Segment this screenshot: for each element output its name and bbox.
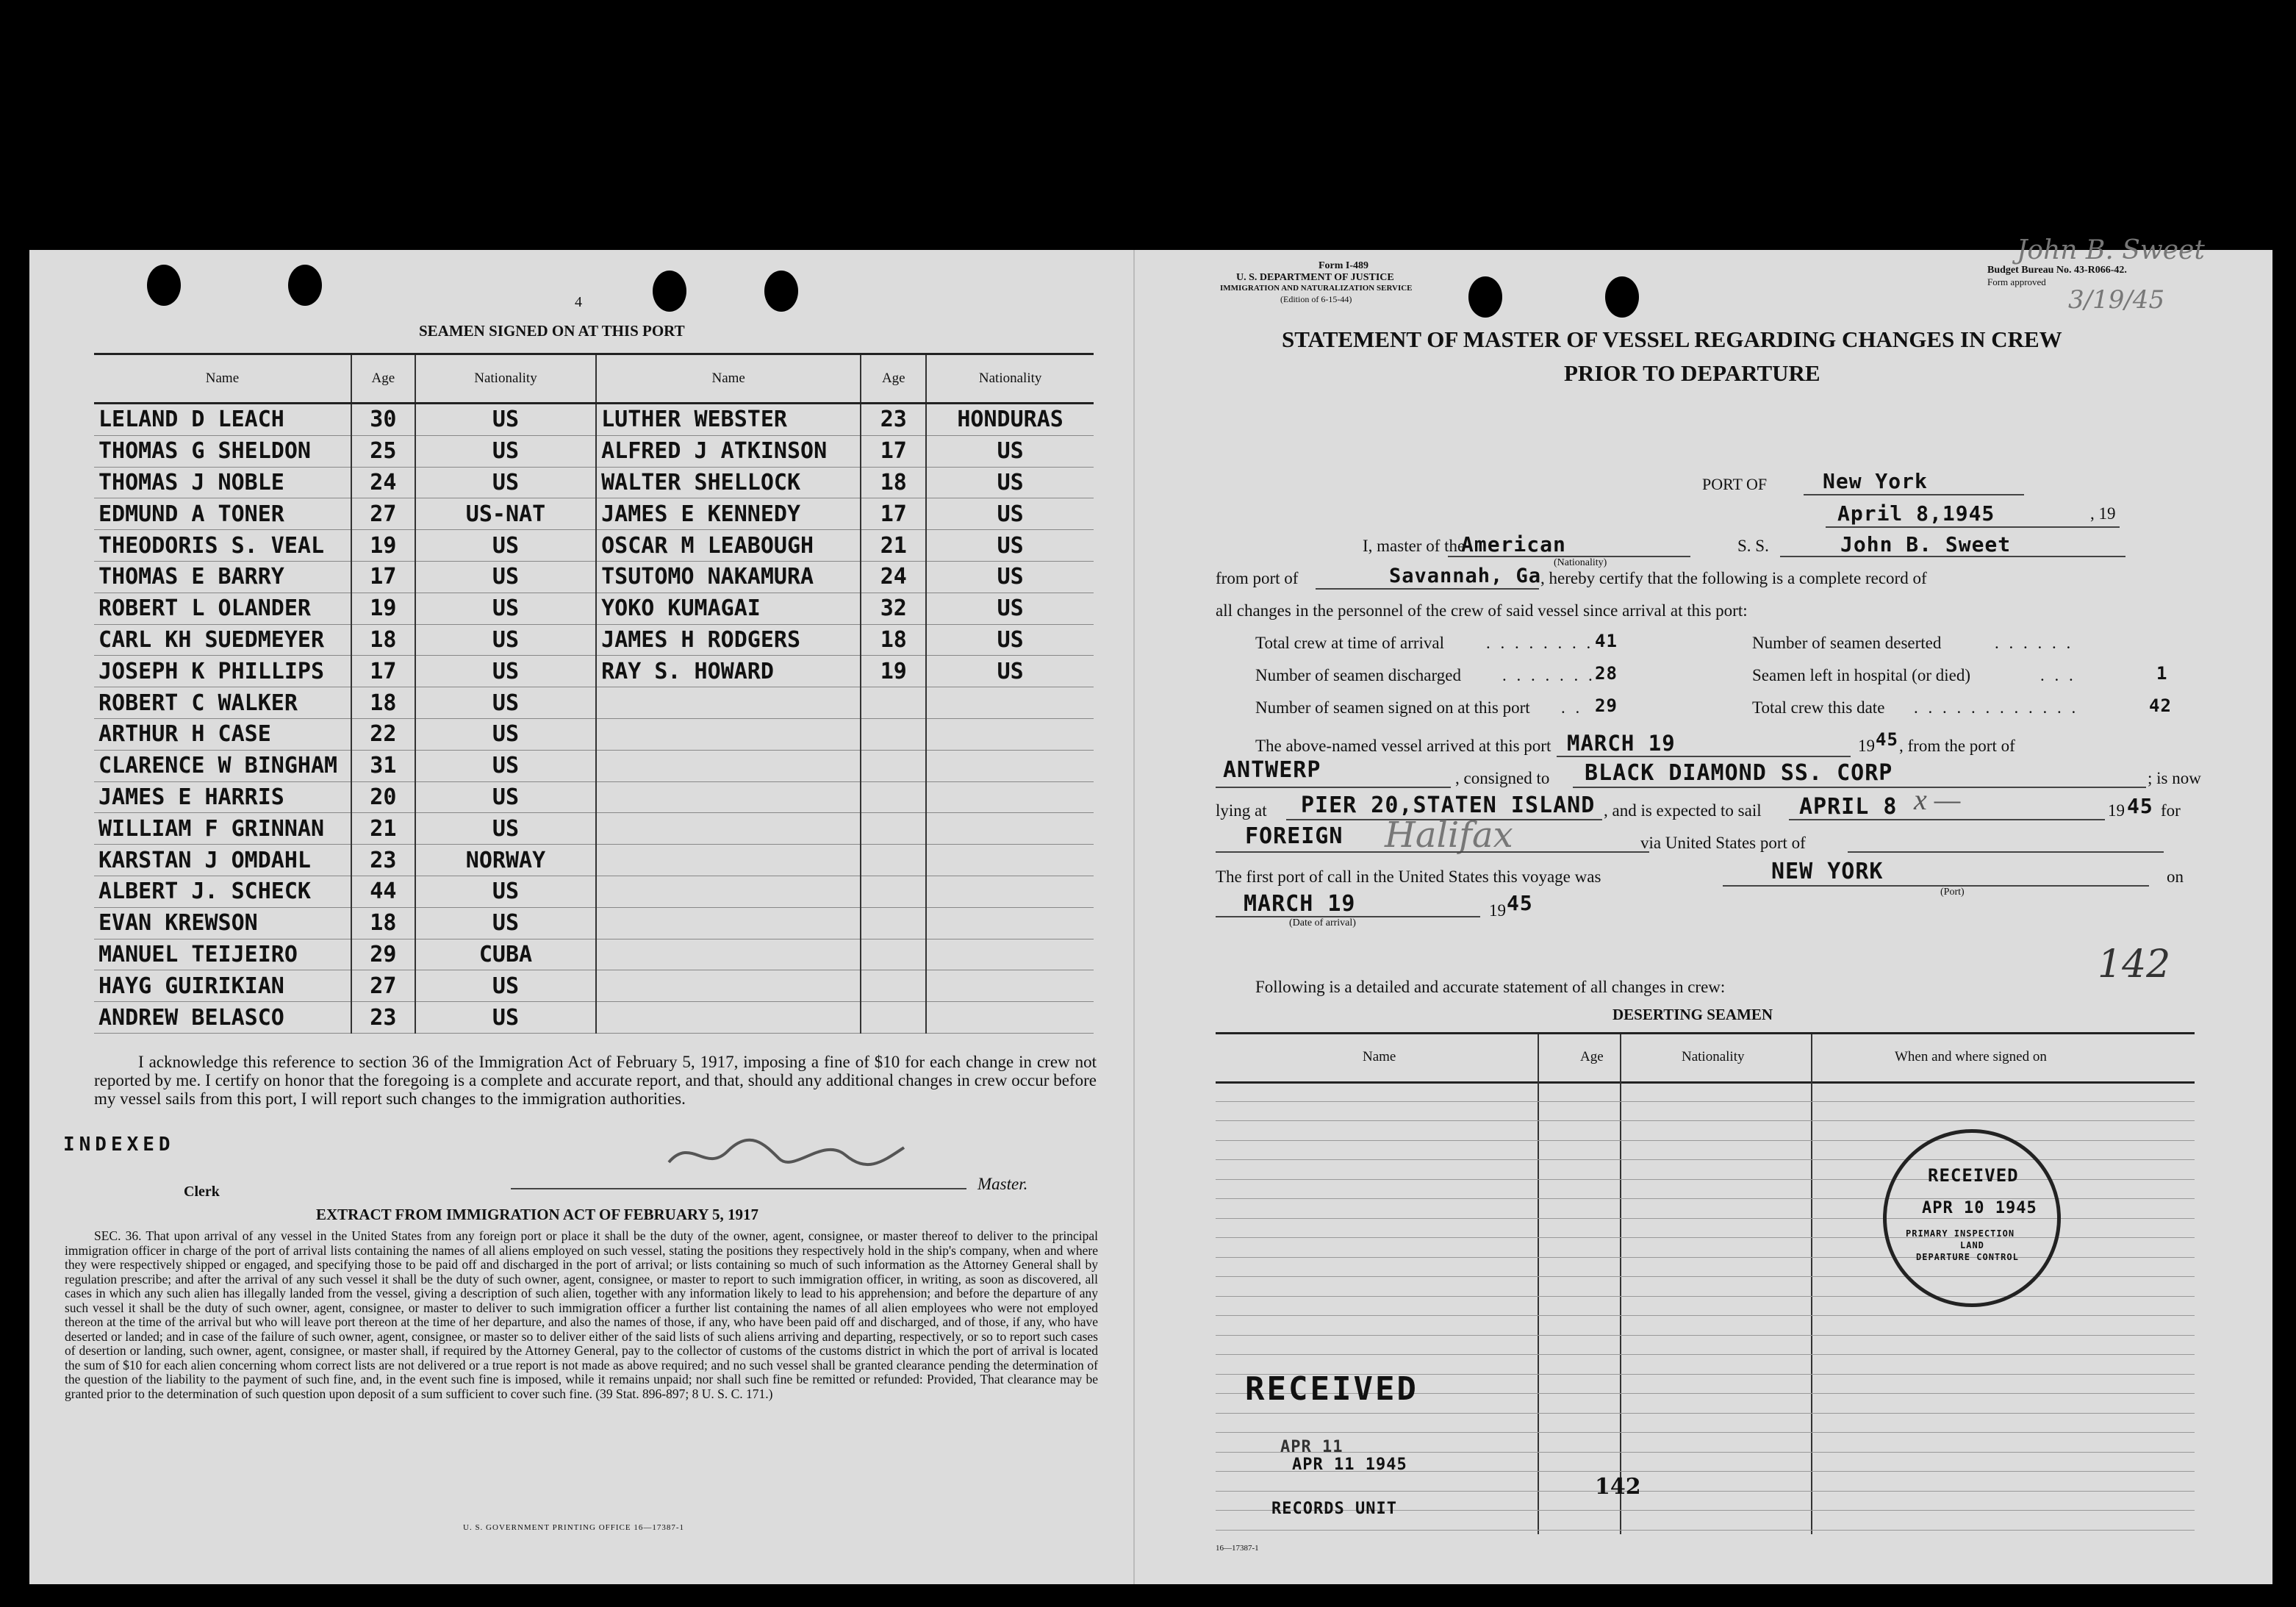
consignee: BLACK DIAMOND SS. CORP bbox=[1585, 760, 1893, 786]
col-header-age-2: Age bbox=[861, 354, 926, 404]
punch-hole bbox=[147, 265, 181, 306]
crew-nationality: US bbox=[415, 687, 596, 719]
margin-number: 142 bbox=[2098, 942, 2171, 987]
crew-age bbox=[861, 687, 926, 719]
crew-name bbox=[596, 718, 861, 750]
signed-on: 29 bbox=[1595, 695, 1618, 716]
corner-handwritten-date: 3/19/45 bbox=[2068, 285, 2165, 315]
ss-label: S. S. bbox=[1737, 537, 1769, 555]
for-label: for bbox=[2161, 801, 2181, 820]
via-line bbox=[1848, 851, 2164, 853]
date-value: April 8,1945 bbox=[1837, 501, 1995, 526]
crew-nationality: US bbox=[415, 435, 596, 467]
crew-age: 21 bbox=[351, 813, 415, 845]
crew-nationality: US bbox=[415, 718, 596, 750]
col-header-nationality: Nationality bbox=[415, 354, 596, 404]
crew-name: MANUEL TEIJEIRO bbox=[94, 939, 351, 970]
col-header-age: Age bbox=[351, 354, 415, 404]
received-stamp: RECEIVED bbox=[1245, 1370, 1418, 1408]
crew-age bbox=[861, 781, 926, 813]
deserting-row-line bbox=[1216, 1159, 2195, 1160]
deserting-row-line bbox=[1216, 1452, 2195, 1453]
crew-name bbox=[596, 750, 861, 781]
master-signature bbox=[661, 1129, 911, 1181]
crew-name bbox=[596, 939, 861, 970]
crew-name: EDMUND A TONER bbox=[94, 498, 351, 530]
total-crew-arrival: 41 bbox=[1595, 631, 1618, 651]
table-row bbox=[94, 876, 1094, 907]
crew-nationality bbox=[926, 939, 1094, 970]
crew-nationality: US bbox=[926, 498, 1094, 530]
discharged-label: Number of seamen discharged bbox=[1255, 666, 1461, 684]
crew-nationality: US bbox=[415, 656, 596, 687]
deserting-row-line bbox=[1216, 1335, 2195, 1336]
col-header-name: Name bbox=[94, 354, 351, 404]
consigned-label: , consigned to bbox=[1455, 769, 1550, 787]
crew-nationality: US bbox=[415, 970, 596, 1002]
crew-age bbox=[861, 813, 926, 845]
deserting-col-divider bbox=[1811, 1034, 1812, 1534]
master-label: Master. bbox=[977, 1175, 1028, 1193]
crew-nationality: US bbox=[926, 467, 1094, 498]
crew-age: 19 bbox=[351, 593, 415, 624]
corner-handwritten-note: John B. Sweet bbox=[2017, 235, 2205, 265]
crew-age bbox=[861, 907, 926, 939]
acknowledgement-text: I acknowledge this reference to section 36 of the Immigration Act of February 5, 1917, imposing a fine of $10 for each change in crew not reported by me. I certify on honor that the foregoing is a complete and accurate report, and that, should any additional changes in crew occur before my vessel sails from this port, I will report such changes to the immigration authorities. bbox=[94, 1053, 1097, 1108]
crew-name: THOMAS G SHELDON bbox=[94, 435, 351, 467]
from-port-of-label: , from the port of bbox=[1899, 737, 2015, 755]
table-row bbox=[94, 939, 1094, 970]
deserting-col-divider bbox=[1538, 1034, 1539, 1534]
crew-nationality bbox=[926, 687, 1094, 719]
received-date1: APR 11 bbox=[1280, 1438, 1343, 1456]
crew-nationality: US bbox=[415, 624, 596, 656]
dot-leader: . . . . . . . bbox=[1502, 666, 1596, 684]
table-row bbox=[94, 593, 1094, 624]
crew-nationality: CUBA bbox=[415, 939, 596, 970]
crew-age: 18 bbox=[351, 687, 415, 719]
crew-age: 18 bbox=[861, 467, 926, 498]
certify-line2: all changes in the personnel of the crew of said vessel since arrival at this port: bbox=[1216, 601, 1748, 620]
discharged: 28 bbox=[1595, 663, 1618, 684]
crew-age: 18 bbox=[351, 907, 415, 939]
deserting-col-age: Age bbox=[1580, 1049, 1604, 1064]
dot-leader: . . . . . . . . . . . . bbox=[1914, 698, 2079, 717]
crew-name: LUTHER WEBSTER bbox=[596, 404, 861, 436]
intro-prefix: I, master of the bbox=[1363, 537, 1466, 555]
dot-leader: . . . bbox=[2040, 666, 2076, 684]
crew-age: 21 bbox=[861, 530, 926, 562]
crew-age: 27 bbox=[351, 498, 415, 530]
sail-year: 45 bbox=[2127, 794, 2153, 818]
form-title-line2: PRIOR TO DEPARTURE bbox=[1564, 360, 1820, 386]
deserting-row-line bbox=[1216, 1120, 2195, 1121]
handwritten-mark: x — bbox=[1914, 783, 1961, 816]
port-line bbox=[1804, 494, 2024, 495]
year-prefix: 19 bbox=[1858, 737, 1875, 755]
service: IMMIGRATION AND NATURALIZATION SERVICE bbox=[1220, 284, 1413, 293]
gpo-footer: U. S. GOVERNMENT PRINTING OFFICE 16—17387-1 bbox=[463, 1523, 685, 1532]
crew-nationality bbox=[926, 813, 1094, 845]
crew-nationality: US bbox=[926, 624, 1094, 656]
crew-nationality: US bbox=[415, 907, 596, 939]
crew-name bbox=[596, 845, 861, 876]
crew-age: 44 bbox=[351, 876, 415, 907]
department: U. S. DEPARTMENT OF JUSTICE bbox=[1236, 272, 1394, 283]
sail-date-line bbox=[1789, 819, 2105, 820]
deserting-row-line bbox=[1216, 1491, 2195, 1492]
table-row bbox=[94, 907, 1094, 939]
crew-name: CARL KH SUEDMEYER bbox=[94, 624, 351, 656]
crew-name: WILLIAM F GRINNAN bbox=[94, 813, 351, 845]
crew-nationality bbox=[926, 845, 1094, 876]
origin-port: ANTWERP bbox=[1223, 757, 1321, 783]
crew-nationality: US bbox=[415, 750, 596, 781]
via-label: via United States port of bbox=[1640, 834, 1806, 852]
deserting-row-line bbox=[1216, 1315, 2195, 1316]
deserted-label: Number of seamen deserted bbox=[1752, 634, 1942, 652]
nationality-caption: (Nationality) bbox=[1554, 557, 1607, 568]
total-today: 42 bbox=[2149, 695, 2172, 716]
crew-name bbox=[596, 781, 861, 813]
table-row bbox=[94, 404, 1094, 436]
deserting-row-line bbox=[1216, 1530, 2195, 1531]
from-port-line bbox=[1316, 588, 1539, 590]
crew-name: JAMES E KENNEDY bbox=[596, 498, 861, 530]
origin-port-line bbox=[1216, 787, 1451, 788]
crew-age bbox=[861, 939, 926, 970]
is-now-label: ; is now bbox=[2148, 769, 2201, 787]
round-stamp-date: APR 10 1945 bbox=[1922, 1199, 2037, 1217]
date-suffix: , 19 bbox=[2090, 504, 2116, 523]
from-port-value: Savannah, Ga bbox=[1389, 565, 1542, 587]
crew-name: EVAN KREWSON bbox=[94, 907, 351, 939]
deserting-col-divider bbox=[1620, 1034, 1621, 1534]
crew-name bbox=[596, 876, 861, 907]
destination-line bbox=[1216, 851, 1649, 853]
crew-name: OSCAR M LEABOUGH bbox=[596, 530, 861, 562]
crew-age: 23 bbox=[861, 404, 926, 436]
crew-nationality: US bbox=[926, 435, 1094, 467]
date-line bbox=[1826, 526, 2120, 528]
crew-nationality bbox=[926, 907, 1094, 939]
deserting-col-when: When and where signed on bbox=[1895, 1049, 2047, 1064]
edition: (Edition of 6-15-44) bbox=[1280, 294, 1352, 304]
crew-name: LELAND D LEACH bbox=[94, 404, 351, 436]
crew-nationality: US bbox=[926, 593, 1094, 624]
table-row bbox=[94, 845, 1094, 876]
crew-age bbox=[861, 750, 926, 781]
seamen-table bbox=[94, 353, 1094, 1034]
table-row bbox=[94, 498, 1094, 530]
crew-age: 19 bbox=[861, 656, 926, 687]
crew-nationality: US bbox=[415, 1002, 596, 1034]
year-prefix: 19 bbox=[2108, 801, 2125, 820]
table-row bbox=[94, 781, 1094, 813]
deserting-row-line bbox=[1216, 1432, 2195, 1433]
year-prefix: 19 bbox=[1489, 901, 1506, 920]
crew-name: THEODORIS S. VEAL bbox=[94, 530, 351, 562]
crew-name: ARTHUR H CASE bbox=[94, 718, 351, 750]
crew-nationality: US bbox=[415, 404, 596, 436]
date-of-arrival-caption: (Date of arrival) bbox=[1289, 917, 1356, 928]
crew-nationality: US bbox=[415, 561, 596, 593]
crew-age: 17 bbox=[861, 498, 926, 530]
master-signature-line bbox=[511, 1188, 966, 1189]
punch-hole bbox=[288, 265, 322, 306]
crew-name: RAY S. HOWARD bbox=[596, 656, 861, 687]
table-row bbox=[94, 435, 1094, 467]
hospital: 1 bbox=[2156, 663, 2168, 684]
deserting-row-line bbox=[1216, 1296, 2195, 1297]
form-approved: Form approved bbox=[1987, 276, 2046, 287]
lying-value: PIER 20,STATEN ISLAND bbox=[1301, 792, 1596, 818]
first-port-value: NEW YORK bbox=[1771, 859, 1884, 884]
page-number: 4 bbox=[575, 294, 582, 310]
arrived-date-line bbox=[1557, 756, 1851, 757]
crew-age: 17 bbox=[351, 561, 415, 593]
port-caption: (Port) bbox=[1940, 887, 1965, 898]
crew-nationality bbox=[926, 970, 1094, 1002]
nationality-value: American bbox=[1461, 532, 1566, 556]
crew-age: 17 bbox=[861, 435, 926, 467]
section-title: SEAMEN SIGNED ON AT THIS PORT bbox=[419, 322, 685, 340]
table-row bbox=[94, 1002, 1094, 1034]
ship-name-line bbox=[1780, 556, 2125, 557]
crew-nationality: US bbox=[415, 467, 596, 498]
crew-age: 27 bbox=[351, 970, 415, 1002]
crew-nationality bbox=[926, 1002, 1094, 1034]
crew-name: ROBERT L OLANDER bbox=[94, 593, 351, 624]
deserting-col-nationality: Nationality bbox=[1682, 1049, 1745, 1064]
crew-age bbox=[861, 845, 926, 876]
crew-name: KARSTAN J OMDAHL bbox=[94, 845, 351, 876]
deserting-row-line bbox=[1216, 1413, 2195, 1414]
crew-age: 18 bbox=[351, 624, 415, 656]
crew-age: 32 bbox=[861, 593, 926, 624]
first-arrival-year: 45 bbox=[1507, 891, 1533, 915]
crew-age: 23 bbox=[351, 845, 415, 876]
crew-age: 25 bbox=[351, 435, 415, 467]
crew-nationality: US bbox=[415, 530, 596, 562]
crew-name: YOKO KUMAGAI bbox=[596, 593, 861, 624]
col-header-name-2: Name bbox=[596, 354, 861, 404]
crew-nationality: US bbox=[926, 530, 1094, 562]
punch-hole bbox=[764, 271, 798, 312]
crew-name: THOMAS E BARRY bbox=[94, 561, 351, 593]
deserting-col-name: Name bbox=[1363, 1049, 1396, 1064]
dot-leader: . . . . . . . . bbox=[1486, 634, 1594, 652]
deserting-row-line bbox=[1216, 1354, 2195, 1355]
crew-nationality: US bbox=[415, 813, 596, 845]
on-label: on bbox=[2167, 867, 2184, 886]
round-stamp-line2: LAND bbox=[1960, 1240, 1984, 1250]
crew-age: 20 bbox=[351, 781, 415, 813]
handwritten-port: Halifax bbox=[1385, 815, 1513, 856]
sail-date: APRIL 8 bbox=[1799, 794, 1898, 820]
crew-age: 17 bbox=[351, 656, 415, 687]
crew-age: 29 bbox=[351, 939, 415, 970]
crew-age: 30 bbox=[351, 404, 415, 436]
crew-name: ALBERT J. SCHECK bbox=[94, 876, 351, 907]
seamen-table-body bbox=[94, 404, 1094, 1034]
round-stamp-line1: PRIMARY INSPECTION bbox=[1906, 1228, 2015, 1239]
crew-age: 24 bbox=[351, 467, 415, 498]
table-row bbox=[94, 561, 1094, 593]
clerk-label: Clerk bbox=[184, 1184, 220, 1200]
crew-name bbox=[596, 970, 861, 1002]
right-page bbox=[1133, 235, 2272, 1584]
port-value: New York bbox=[1823, 469, 1928, 493]
crew-name: HAYG GUIRIKIAN bbox=[94, 970, 351, 1002]
following-text: Following is a detailed and accurate statement of all changes in crew: bbox=[1255, 978, 1726, 996]
crew-nationality: US bbox=[415, 781, 596, 813]
left-page bbox=[29, 250, 1133, 1584]
table-row bbox=[94, 624, 1094, 656]
table-row bbox=[94, 718, 1094, 750]
crew-name bbox=[596, 1002, 861, 1034]
crew-name: JAMES H RODGERS bbox=[596, 624, 861, 656]
lying-label: lying at bbox=[1216, 801, 1267, 820]
crew-age bbox=[861, 876, 926, 907]
crew-age bbox=[861, 1002, 926, 1034]
destination: FOREIGN bbox=[1245, 823, 1343, 849]
table-row bbox=[94, 750, 1094, 781]
crew-age: 19 bbox=[351, 530, 415, 562]
total-today-label: Total crew this date bbox=[1752, 698, 1885, 717]
table-row bbox=[94, 813, 1094, 845]
crew-name: ALFRED J ATKINSON bbox=[596, 435, 861, 467]
crew-name bbox=[596, 813, 861, 845]
crew-name: JAMES E HARRIS bbox=[94, 781, 351, 813]
deserting-row-line bbox=[1216, 1140, 2195, 1141]
from-port-label: from port of bbox=[1216, 569, 1299, 587]
dot-leader: . . bbox=[1561, 698, 1583, 717]
crew-age: 22 bbox=[351, 718, 415, 750]
crew-nationality: US bbox=[926, 561, 1094, 593]
extract-title: EXTRACT FROM IMMIGRATION ACT OF FEBRUARY 5, 1917 bbox=[316, 1206, 759, 1223]
crew-nationality bbox=[926, 750, 1094, 781]
table-row bbox=[94, 467, 1094, 498]
port-label: PORT OF bbox=[1702, 475, 1768, 493]
punch-hole bbox=[1605, 276, 1639, 318]
arrived-year: 45 bbox=[1876, 729, 1898, 750]
crew-nationality bbox=[926, 781, 1094, 813]
crew-age: 24 bbox=[861, 561, 926, 593]
first-port-line bbox=[1723, 885, 2149, 887]
crew-name bbox=[596, 907, 861, 939]
deserting-row-line bbox=[1216, 1101, 2195, 1102]
first-port-label: The first port of call in the United States this voyage was bbox=[1216, 867, 1601, 886]
crew-name: JOSEPH K PHILLIPS bbox=[94, 656, 351, 687]
extract-text: SEC. 36. That upon arrival of any vessel in the United States from any foreign port or place it shall be the duty of the owner, agent, consignee, or master thereof to deliver to the principal immigration officer in charge of the port of arrival lists containing the names of all aliens employed on such vessel, stating the positions they respectively hold in the ship's company, when and where they were respectively shipped or engaged, and specifying those to be paid off and discharged in the port of arrival; or lists containing so much of such information as the Attorney General shall by regulation prescribe; and after the arrival of any such vessel it shall be the duty of such owner, agent, consignee, or master to report to such immigration officer, in writing, as soon as discovered, all cases in which any such alien has illegally landed from the vessel, giving a description of such alien, together with any information likely to lead to his apprehension; and before the departure of any such vessel it shall be the duty of such owner, agent, consignee, or master to deliver to such immigration officer a further list containing the names of all alien employees who were not employed thereon at the time of the arrival but who will leave port thereon at the time of her departure, and also the names of those, if any, who have been paid off and discharged, and of those, if any, who have deserted or landed; and in case of the failure of such owner, agent, consignee, or master so to deliver either of the said lists of such aliens arriving and departing, respectively, or so to report such cases of desertion or landing, such owner, agent, consignee, or master shall, if required by the Attorney General, pay to the collector of customs of the customs district in which the port of arrival is located the sum of $10 for each alien concerning whom correct lists are not delivered or a true report is not made as above required; and no such vessel shall be granted clearance pending the determination of the question of the liability to the payment of such fine, and, in the event such fine is imposed, while it remains unpaid; nor shall such fine be remitted or refunded: Provided, That clearance may be granted prior to the determination of such question upon deposit of a sum sufficient to cover such fine. (39 Stat. 896-897; 8 U. S. C. 171.) bbox=[65, 1228, 1098, 1401]
col-header-nationality-2: Nationality bbox=[926, 354, 1094, 404]
form-number: Form I-489 bbox=[1319, 260, 1369, 271]
crew-age: 31 bbox=[351, 750, 415, 781]
arrived-text: The above-named vessel arrived at this port bbox=[1255, 737, 1551, 755]
crew-age bbox=[861, 970, 926, 1002]
punch-hole bbox=[1468, 276, 1502, 318]
crew-nationality: HONDURAS bbox=[926, 404, 1094, 436]
deserting-row-line bbox=[1216, 1276, 2195, 1277]
crew-nationality bbox=[926, 876, 1094, 907]
crew-name: THOMAS J NOBLE bbox=[94, 467, 351, 498]
crew-nationality: US bbox=[415, 876, 596, 907]
crew-age: 23 bbox=[351, 1002, 415, 1034]
crew-nationality: US bbox=[415, 593, 596, 624]
total-crew-arrival-label: Total crew at time of arrival bbox=[1255, 634, 1445, 652]
dot-leader: . . . . . . bbox=[1995, 634, 2074, 652]
signed-on-label: Number of seamen signed on at this port bbox=[1255, 698, 1530, 717]
crew-nationality bbox=[926, 718, 1094, 750]
crew-name: ANDREW BELASCO bbox=[94, 1002, 351, 1034]
first-arrival-date: MARCH 19 bbox=[1244, 891, 1356, 917]
table-row bbox=[94, 530, 1094, 562]
consignee-line bbox=[1573, 787, 2146, 788]
crew-nationality: US-NAT bbox=[415, 498, 596, 530]
crew-name: TSUTOMO NAKAMURA bbox=[596, 561, 861, 593]
crew-age: 18 bbox=[861, 624, 926, 656]
table-row bbox=[94, 687, 1094, 719]
table-row bbox=[94, 970, 1094, 1002]
received-date2: APR 11 1945 bbox=[1292, 1456, 1407, 1474]
crew-name: CLARENCE W BINGHAM bbox=[94, 750, 351, 781]
table-number: 142 bbox=[1595, 1474, 1641, 1500]
form-title-line1: STATEMENT OF MASTER OF VESSEL REGARDING CHANGES IN CREW bbox=[1282, 326, 2062, 352]
certify-text: , hereby certify that the following is a complete record of bbox=[1540, 569, 1927, 587]
deserting-title: DESERTING SEAMEN bbox=[1612, 1006, 1773, 1023]
crew-age bbox=[861, 718, 926, 750]
table-row bbox=[94, 656, 1094, 687]
crew-nationality: US bbox=[926, 656, 1094, 687]
ship-name: John B. Sweet bbox=[1840, 532, 2012, 556]
crew-name: WALTER SHELLOCK bbox=[596, 467, 861, 498]
received-round-stamp bbox=[1883, 1129, 2061, 1307]
indexed-stamp: INDEXED bbox=[63, 1134, 175, 1156]
hospital-label: Seamen left in hospital (or died) bbox=[1752, 666, 1971, 684]
punch-hole bbox=[653, 271, 686, 312]
round-stamp-received: RECEIVED bbox=[1928, 1165, 2019, 1186]
right-footer: 16—17387-1 bbox=[1216, 1544, 1259, 1553]
budget-bureau: Budget Bureau No. 43-R066-42. bbox=[1987, 265, 2127, 276]
records-unit: RECORDS UNIT bbox=[1271, 1500, 1397, 1518]
expected-label: , and is expected to sail bbox=[1604, 801, 1762, 820]
round-stamp-line3: DEPARTURE CONTROL bbox=[1916, 1252, 2019, 1262]
arrived-date: MARCH 19 bbox=[1567, 731, 1676, 756]
crew-name bbox=[596, 687, 861, 719]
crew-nationality: NORWAY bbox=[415, 845, 596, 876]
crew-name: ROBERT C WALKER bbox=[94, 687, 351, 719]
